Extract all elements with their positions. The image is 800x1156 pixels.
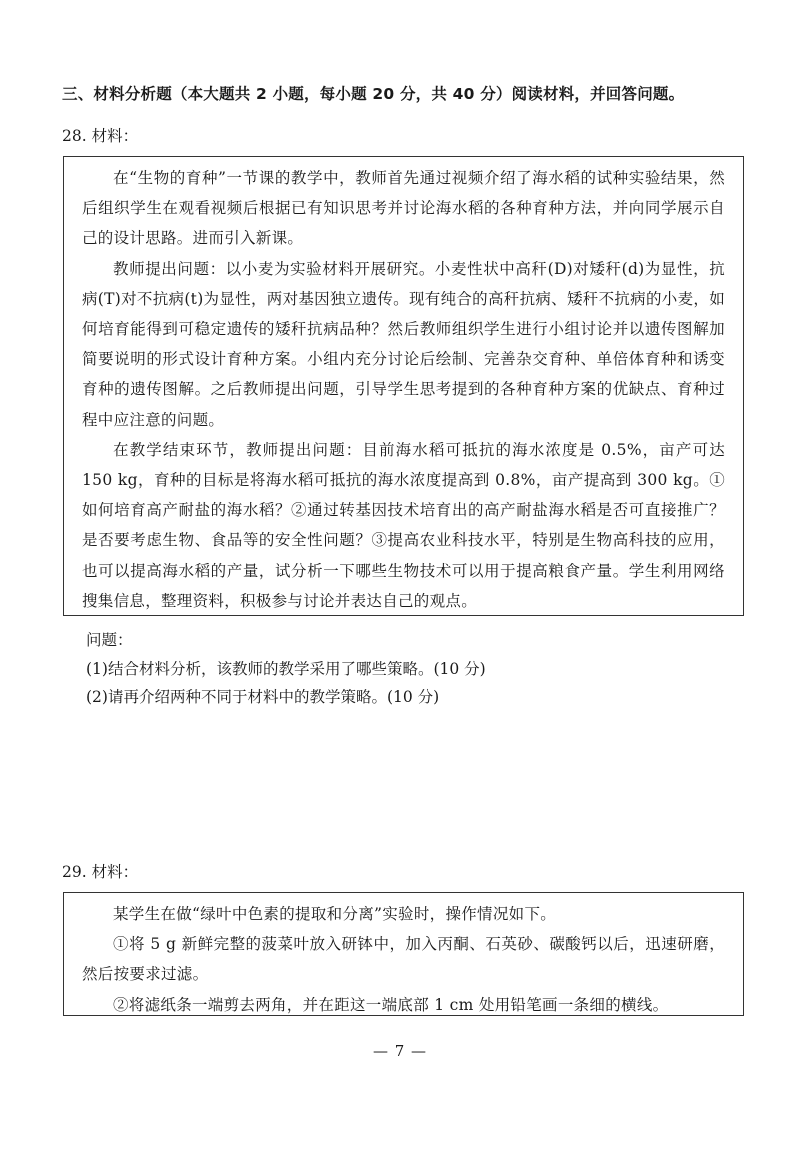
question-item: (2)请再介绍两种不同于材料中的教学策略。(10 分) <box>86 688 440 706</box>
material-paragraph: 教师提出问题：以小麦为实验材料开展研究。小麦性状中高秆(D)对矮秆(d)为显性，抗病(T)对不抗病(t)为显性，两对基因独立遗传。现有纯合的高秆抗病、矮秆不抗病的小麦，如何培育能得到可稳定遗传的矮秆抗病品种？然后教师组织学生进行小组讨论并以遗传图解加简要说明的形式设计育种方案。小组内充分讨论后绘制、完善杂交育种、单倍体育种和诱变育种的遗传图解。之后教师提出问题，引导学生思考提到的各种育种方案的优缺点、育种过程中应注意的问题。 <box>82 259 725 429</box>
question-29-label: 29. 材料： <box>62 863 139 881</box>
question-28-label: 28. 材料： <box>62 127 139 145</box>
question-29-material-box <box>63 892 744 1016</box>
section-header: 三、材料分析题（本大题共 2 小题，每小题 20 分，共 40 分）阅读材料，并回答问题。 <box>62 85 685 103</box>
question-28-material-box <box>63 156 744 616</box>
material-paragraph: 在教学结束环节，教师提出问题：目前海水稻可抵抗的海水浓度是 0.5%，亩产可达 150 kg，育种的目标是将海水稻可抵抗的海水浓度提高到 0.8%，亩产提高到 300 kg。①如何培育高产耐盐的海水稻？②通过转基因技术培育出的高产耐盐海水稻是否可直接推广？是否要考虑生物、食品等的安全性问题？③提高农业科技水平，特别是生物高科技的应用，也可以提高海水稻的产量，试分析一下哪些生物技术可以用于提高粮食产量。学生利用网络搜集信息，整理资料，积极参与讨论并表达自己的观点。 <box>82 440 725 610</box>
questions-label: 问题： <box>86 631 133 649</box>
question-28-prompts <box>86 626 726 712</box>
material-paragraph: 某学生在做“绿叶中色素的提取和分离”实验时，操作情况如下。 <box>113 905 557 923</box>
page-number: — 7 — <box>372 1042 428 1060</box>
material-paragraph: ①将 5 g 新鲜完整的菠菜叶放入研钵中，加入丙酮、石英砂、碳酸钙以后，迅速研磨，然后按要求过滤。 <box>82 935 725 984</box>
material-paragraph: ②将滤纸条一端剪去两角，并在距这一端底部 1 cm 处用铅笔画一条细的横线。 <box>113 995 669 1014</box>
material-paragraph: 在“生物的育种”一节课的教学中，教师首先通过视频介绍了海水稻的试种实验结果，然后组织学生在观看视频后根据已有知识思考并讨论海水稻的各种育种方法，并向同学展示自己的设计思路。进而引入新课。 <box>82 169 725 248</box>
question-item: (1)结合材料分析，该教师的教学采用了哪些策略。(10 分) <box>86 659 486 678</box>
